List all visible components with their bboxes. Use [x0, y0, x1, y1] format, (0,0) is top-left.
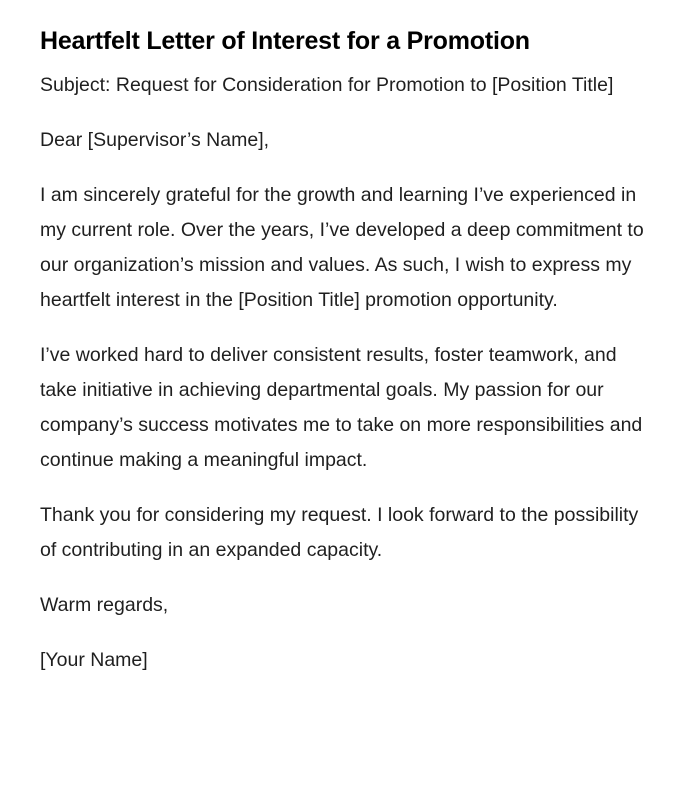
signature-placeholder: [Your Name]	[40, 649, 148, 671]
closing: Warm regards,	[40, 594, 169, 616]
subject-line: Subject: Request for Consideration for Promotion to [Position Title]	[40, 74, 614, 96]
letter-document	[40, 24, 650, 698]
body-paragraph-2: I’ve worked hard to deliver consistent results, foster teamwork, and take initiative in achieving departmental goals. My passion for our company’s success motivates me to take on more responsibilities and continue making a meaningful impact.	[40, 344, 643, 471]
body-paragraph-1: I am sincerely grateful for the growth and learning I’ve experienced in my current role. Over the years, I’ve developed a deep commitment to our organization’s mission and values. As such, I wish to express my heartfelt interest in the [Position Title] promotion opportunity.	[40, 184, 644, 311]
document-title: Heartfelt Letter of Interest for a Promotion	[40, 27, 530, 55]
body-paragraph-3: Thank you for considering my request. I look forward to the possibility of contributing in an expanded capacity.	[40, 504, 639, 561]
salutation: Dear [Supervisor’s Name],	[40, 129, 270, 151]
